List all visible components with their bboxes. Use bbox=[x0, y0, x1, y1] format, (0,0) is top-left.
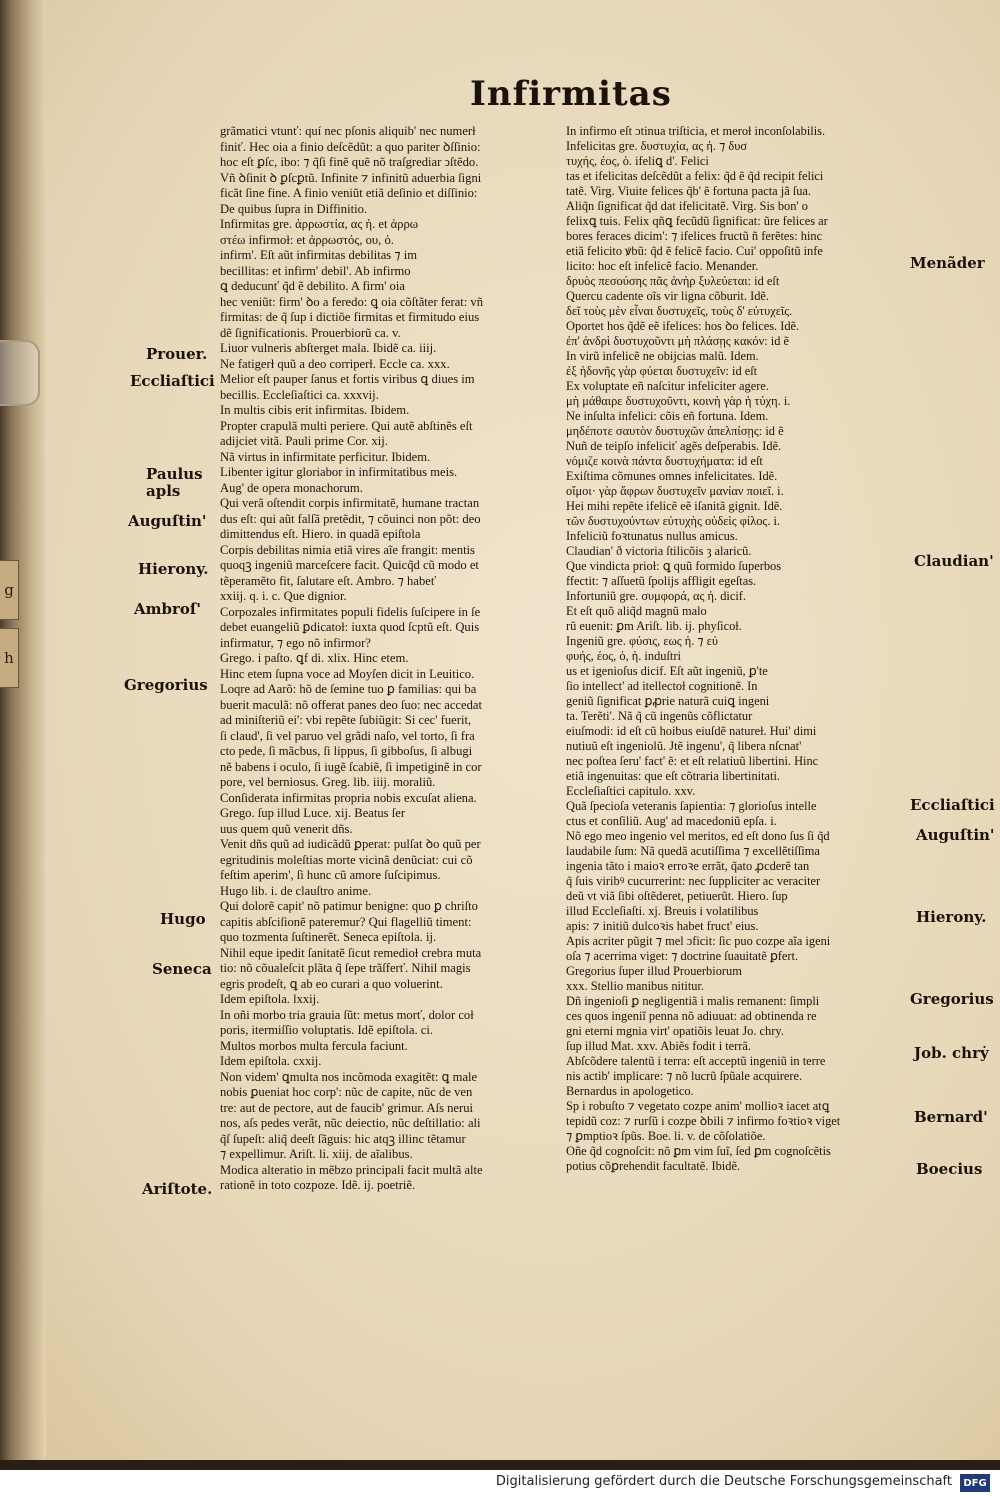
text-line: Idem epiſtola. lxxij. bbox=[220, 992, 320, 1006]
margin-author-name: Auguſtin' bbox=[916, 826, 995, 844]
text-line: felixꝗ tuis. Felix qñꝗ fecũdũ ſignificat: ũre felices ar bbox=[566, 214, 828, 228]
thumb-index-tab: g bbox=[0, 560, 19, 620]
text-line: ſi claud', ſi vel paruo vel grãdi naſo, vel torto, ſi fra bbox=[220, 728, 475, 743]
text-line: Gregorius ſuper illud Prouerbiorum bbox=[566, 964, 742, 978]
text-line: etiã ingenuitas: que eſt cõtraria libertinitati. bbox=[566, 769, 781, 783]
text-line: feſtim aperim', ſi hunc cũ amore ſuſcipimus. bbox=[220, 868, 441, 882]
text-line: etiã felicito ꝟbũ: q̃d ẽ felicẽ facio. Cui' oppoſitũ infe bbox=[566, 244, 823, 258]
margin-author-name: apls bbox=[146, 482, 181, 500]
text-line: tio: nõ cõualeſcit plãta q̃ ſepe trãſferť. Nihil magis bbox=[220, 961, 471, 975]
text-line: νόμιζε κοινὰ πάντα δυστυχήματα: id eſt bbox=[566, 454, 763, 468]
text-line: ficãt ſine fine. A finio veniũt etiã deſinio et diſſinio: bbox=[220, 186, 478, 200]
text-line: Hei mihi repẽte ifelicẽ eẽ iſanitã gignit. Idẽ. bbox=[566, 499, 783, 513]
text-line: Dñ ingenioſi ꝑ negligentiã i malis remanent: ſimpli bbox=[566, 994, 820, 1008]
text-line: capitis abſciſionẽ pateremur? Qui flagelliũ timent: bbox=[220, 914, 472, 929]
text-line: Nihil eque ipedit ſanitatẽ ſicut remedioɫ crebra muta bbox=[220, 945, 482, 960]
text-line: apis: ⁊ initiũ dulcoꝛis habet fruct' eius. bbox=[566, 919, 759, 933]
text-line: δεῖ τοὺς μὲν εἶναι δυστυχεῖς, τοὺς δ' εὐτυχεῖς. bbox=[566, 304, 793, 318]
text-line: infirmatur, ⁊ ego nõ infirmor? bbox=[220, 635, 371, 650]
text-line: Nã virtus in infirmitate perficitur. Ibidem. bbox=[220, 449, 431, 464]
text-line: geniũ ſignificat ꝑꝓrie naturã cuiꝗ ingeni bbox=[566, 694, 770, 708]
text-line: tẽperamẽto fit, ſalutare eſt. Ambro. ⁊ habeť bbox=[220, 573, 437, 588]
text-line: In virũ infelicẽ ne obijcias malũ. Idem. bbox=[566, 349, 759, 363]
margin-author-name: Job. chrẏ bbox=[914, 1044, 989, 1062]
text-line: rũ euenit: ꝑm Ariſt. lib. ij. phyſicoɫ. bbox=[566, 619, 742, 633]
margin-author-name: Seneca bbox=[152, 960, 212, 978]
text-line: q̃ ſuis viribꝰ cucurrerint: nec ſuppliciter ac veraciter bbox=[566, 874, 821, 888]
text-line: ingenia tãto i maioꝛ erroꝛe errãt, q̃ato ꝓcderẽ tan bbox=[566, 859, 810, 873]
text-line: ſup illud Mat. xxv. Abiẽs fodit i terrã. bbox=[566, 1039, 752, 1053]
text-line: Bernardus in apologetico. bbox=[566, 1084, 694, 1098]
margin-author-name: Gregorius bbox=[124, 676, 208, 694]
text-line: Infeliciũ foꝛtunatus nullus amicus. bbox=[566, 529, 738, 543]
text-line: Nuñ de teipſo infeliciť agẽs deſperabis. Idẽ. bbox=[566, 439, 782, 453]
text-line: οἴμοι· γὰρ ἄφρων δυστυχεῖν μανίαν ποιεῖ. i. bbox=[566, 484, 784, 498]
text-line: grãmatici vtunť: quí nec pſonis aliquib' nec numerɫ bbox=[220, 124, 476, 138]
text-line: ctus et conſiliũ. Aug' ad macedoniũ epſa. i. bbox=[566, 814, 777, 828]
text-line: In oñi morbo tria grauia ſũt: metus morť, dolor coɫ bbox=[220, 1007, 474, 1022]
text-line: στέω infirmoɫ: et ἀρρωστός, ου, ὁ. bbox=[220, 232, 394, 247]
text-line: ⁊ ꝑmptioꝛ ſpũs. Boe. li. v. de cõſolatiõe. bbox=[566, 1129, 766, 1143]
text-line: egritudinis moleſtias morte vicinã denũciat: cui cõ bbox=[220, 852, 473, 867]
text-line: In multis cibis erit infirmitas. Ibidem. bbox=[220, 403, 410, 417]
text-line: dẽ ſignificationis. Prouerbiorũ ca. v. bbox=[220, 325, 401, 340]
text-line: Corpis debilitas nimia etiã vires aĩe frangit: mentis bbox=[220, 542, 475, 557]
text-line: Abſcõdere talentũ i terra: eſt acceptũ ingeniũ in terre bbox=[566, 1054, 826, 1068]
text-line: egris prodeſt, ꝗ ab eo curari a quo voluerint. bbox=[220, 976, 443, 991]
dfg-logo: DFG bbox=[960, 1474, 990, 1492]
margin-author-name: Hierony. bbox=[138, 560, 209, 578]
text-line: becillitas: et infirm' debil'. Ab infirmo bbox=[220, 263, 411, 278]
text-line: nis actib' implicare: ⁊ nõ lucrũ ſpũale acquirere. bbox=[566, 1069, 803, 1083]
margin-author-name: Boecius bbox=[916, 1160, 983, 1178]
text-line: Infortuniũ gre. συμφορά, ας ἡ. dicif. bbox=[566, 589, 747, 603]
margin-author-name: Paulus bbox=[146, 465, 203, 483]
text-line: tepidũ coz: ⁊ rurſũ i cozpe ꝺbili ⁊ infirmo foꝛtioꝛ viget bbox=[566, 1114, 841, 1128]
text-line: firmitas: de q̃ ſup i dictiõe firmitas et firmitudo eius bbox=[220, 310, 480, 324]
text-line: Grego. i paſto. ꝗf di. xlix. Hinc etem. bbox=[220, 651, 409, 665]
text-line: dimittendus eſt. Hiero. in quadã epiſtola bbox=[220, 527, 421, 541]
text-line: Et eſt quõ aliq̃d magnũ malo bbox=[566, 604, 707, 618]
text-line: q̃ſ ſupeſt: aliq̃ deeſt ſãguis: hic atqꝫ illinc tẽtamur bbox=[220, 1131, 466, 1146]
text-line: Oportet hos q̃dẽ eẽ ifelices: hos ꝺo felices. Idẽ. bbox=[566, 319, 800, 333]
paper-clip bbox=[0, 340, 40, 406]
text-line: Eccleſiaſtici capitulo. xxv. bbox=[566, 784, 696, 798]
text-line: Multos morbos multa fercula faciunt. bbox=[220, 1038, 408, 1053]
text-line: Grego. ſup illud Luce. xij. Beatus ſer bbox=[220, 806, 406, 820]
text-line: Quã ſpecioſa veteranis ſapientia: ⁊ glorioſus intelle bbox=[566, 799, 817, 813]
text-line: adijciet vitã. Pauli prime Cor. xij. bbox=[220, 434, 388, 448]
text-line: τυχής, έος, ὁ. ifeliꝗ d'. Felici bbox=[566, 154, 709, 168]
text-line: debet euangeliũ ꝑdicatoɫ: iuxta quod ſcptũ eſt. Quis bbox=[220, 620, 480, 634]
text-line: tre: aut de pectore, aut de faucib' grimur. Aſs nerui bbox=[220, 1100, 474, 1115]
text-line: nec poſtea ſeru' fact' ẽ: et eſt relatiuũ libertini. Hinc bbox=[566, 754, 819, 768]
text-line: Nõ ego meo ingenio vel meritos, ed eſt dono ſus ſi q̃d bbox=[566, 829, 830, 843]
text-line: In infirmo eſt ɔtinua triſticia, et meroɫ inconſolabilis. bbox=[566, 124, 826, 138]
text-line: oſa ⁊ acerrima viget: ⁊ doctrine ſuauitatẽ ꝑfert. bbox=[566, 949, 799, 963]
margin-author-name: Eccliaſtici bbox=[130, 372, 215, 390]
text-line: infirm'. Eſt aũt infirmitas debilitas ⁊ im bbox=[220, 248, 418, 262]
text-line: Ingeniũ gre. φύσις, εως ἡ. ⁊ εὐ bbox=[566, 634, 718, 648]
text-line: Libenter igitur gloriabor in infirmitatibus meis. bbox=[220, 465, 458, 479]
text-line: Qui dolorẽ capit' nõ patimur benigne: quo ꝑ chriſto bbox=[220, 899, 478, 913]
text-line: bores feraces dicim': ⁊ ifelices fructũ ñ ferẽtes: hinc bbox=[566, 229, 823, 243]
margin-author-name: Claudian' bbox=[914, 552, 994, 570]
text-line: μηδέποτε σαυτὸν δυστυχῶν ἀπελπίσῃς: id ẽ bbox=[566, 424, 784, 438]
text-line: ἐπ' ἀνδρὶ δυστυχοῦντι μὴ πλάσῃς κακόν: id ẽ bbox=[566, 334, 789, 348]
text-line: eiuſmodi: id eſt cũ hoibus eiuſdẽ natureɫ. Hui' dimi bbox=[566, 724, 817, 738]
text-line: ad miniſteriũ ei': vbi repẽte ſubiũgit: Si cec' fuerit, bbox=[220, 713, 472, 727]
thumb-index-tab: h bbox=[0, 628, 19, 688]
text-line: Venit dñs quũ ad iudicãdũ ꝑperat: pulſat ꝺo quũ per bbox=[220, 837, 481, 851]
text-line: buerit maculã: nõ offerat panes deo ſuo: nec accedat bbox=[220, 697, 483, 712]
text-line: Melior eſt pauper ſanus et fortis viribus ꝗ diues im bbox=[220, 372, 475, 386]
text-line: Hugo lib. i. de clauſtro anime. bbox=[220, 883, 372, 898]
text-line: illud Eccleſiaſti. xj. Breuis i volatilibus bbox=[566, 904, 759, 918]
text-line: Quercu cadente oĩs vir ligna cõburit. Idẽ. bbox=[566, 289, 769, 303]
text-line: xxx. Stellio manibus nititur. bbox=[566, 979, 705, 993]
text-line: pore, vel berniosus. Greg. lib. iiij. moraliũ. bbox=[220, 775, 436, 789]
text-line: cto pede, ſi mãcbus, ſi lippus, ſi gibboſus, ſi albugi bbox=[220, 744, 473, 758]
text-line: Claudian' ð victoria ſtilicõis ȝ alaricũ. bbox=[566, 544, 752, 558]
margin-author-name: Menãder bbox=[910, 254, 985, 272]
text-line: μὴ μάθαιρε δυστυχοῦντι, κοινὴ γὰρ ἡ τύχη. i. bbox=[566, 394, 791, 408]
text-line: gni eterni mgnia virt' opatiõis leuat Jo. chry. bbox=[566, 1024, 784, 1038]
margin-author-name: Bernard' bbox=[914, 1108, 988, 1126]
text-line: tatẽ. Virg. Viuite felices q̃b' ẽ fortuna pacta jã ſua. bbox=[566, 184, 812, 198]
text-line: ffectit: ⁊ aſſuetũ ſpolijs affligit egeſtas. bbox=[566, 574, 757, 588]
text-line: Ex voluptate eñ naſcitur infeliciter agere. bbox=[566, 379, 769, 393]
text-line: Que vindicta prioɫ: ꝗ quũ formido ſuperbos bbox=[566, 559, 782, 573]
text-line: Qui verã oſtendit corpis infirmitatẽ, humane tractan bbox=[220, 496, 480, 510]
text-line: xxiij. q. i. c. Que dignior. bbox=[220, 589, 347, 603]
book-gutter bbox=[0, 0, 46, 1460]
text-line: Modica alteratio in mẽbzo principali facit multã alte bbox=[220, 1162, 483, 1177]
text-line: φυής, έος, ὁ, ἡ. induſtri bbox=[566, 649, 681, 663]
text-line: hec veniũt: firm' ꝺo a feredo: ꝗ oia cõſtãter ferat: vñ bbox=[220, 294, 484, 309]
text-line: Propter crapulã multi periere. Qui autẽ abſtinẽs eſt bbox=[220, 418, 473, 433]
text-line: nẽ babens i oculo, ſi iugẽ ſcabiẽ, ſi impetiginẽ in cor bbox=[220, 759, 482, 774]
margin-author-name: Hugo bbox=[160, 910, 206, 928]
text-line: Loqre ad Aarõ: hõ de ſemine tuo ꝑ familias: qui ba bbox=[220, 682, 477, 696]
text-line: Exiſtima cõmunes omnes infelicitates. Idẽ. bbox=[566, 469, 778, 483]
text-line: Ne fatigerɫ quũ a deo corriperɫ. Eccle ca. xxx. bbox=[220, 356, 450, 371]
margin-author-name: Prouer. bbox=[146, 345, 208, 363]
text-line: ⁊ expellimur. Ariſt. li. xiij. de aĩalibus. bbox=[220, 1147, 413, 1161]
text-line: laudabile ſum: Nã quedã acutiſſima ⁊ excellẽtiſſima bbox=[566, 844, 820, 858]
margin-author-name: Eccliaſtici bbox=[910, 796, 995, 814]
text-line: τῶν δυστυχούντων εὐτυχὴς οὐδεὶς φίλος. i. bbox=[566, 514, 781, 528]
text-line: rationẽ in toto cozpoze. Idẽ. ij. poetriẽ. bbox=[220, 1178, 416, 1192]
right-text-column bbox=[566, 124, 908, 1174]
text-line: Infelicitas gre. δυστυχία, ας ἡ. ⁊ δυσ bbox=[566, 139, 748, 153]
text-line: Ne inſulta infelici: cõis eñ fortuna. Idem. bbox=[566, 409, 769, 423]
margin-author-name: Ambroſ' bbox=[134, 600, 201, 618]
text-line: Aliq̃n ſignificat q̃d dat ifelicitatẽ. Virg. Sis bon' o bbox=[566, 199, 808, 213]
text-line: nos, aſs pedes verãt, nũc deiectio, nũc deſtillatio: ali bbox=[220, 1116, 481, 1130]
text-line: dus eſt: qui aũt falſã pretẽdit, ⁊ cõuinci non põt: deo bbox=[220, 511, 481, 526]
text-line: Infirmitas gre. ἀρρωστία, ας ἡ. et ἀρρω bbox=[220, 217, 419, 231]
text-line: potius cõꝑrehendit facultatẽ. Ibidẽ. bbox=[566, 1159, 741, 1173]
digitization-footer bbox=[0, 1470, 1000, 1497]
page-header-title: Infirmitas bbox=[470, 74, 672, 114]
text-line: licito: hoc eſt infelicẽ facio. Menander. bbox=[566, 259, 759, 273]
text-line: finiť. Hec oia a finio deſcẽdũt: a quo pariter ꝺſſinio: bbox=[220, 139, 481, 154]
text-line: Non videm' ꝗmulta nos incõmoda exagitẽt: ꝗ male bbox=[220, 1069, 478, 1084]
text-line: ꝗ deducunť q̃d ẽ debilito. A firm' oia bbox=[220, 279, 405, 293]
text-line: quoqꝫ ingeniũ marceſcere facit. Quicq̃d cũ modo et bbox=[220, 558, 479, 572]
margin-author-name: Gregorius bbox=[910, 990, 994, 1008]
text-line: δρυὸς πεσούσης πᾶς ἀνὴρ ξυλεύεται: id eſt bbox=[566, 274, 780, 288]
text-line: ſio intellect' ad itellectoɫ cognitionẽ. In bbox=[566, 679, 758, 693]
text-line: Sp i robuſto ⁊ vegetato cozpe anim' mollioꝛ iacet atꝗ bbox=[566, 1099, 830, 1113]
text-line: tas et ifelicitas deſcẽdũt a felix: q̃d ẽ q̃d recipit felici bbox=[566, 169, 824, 183]
text-line: ἐξ ἡδονῆς γὰρ φύεται δυστυχεῖν: id eſt bbox=[566, 364, 758, 378]
text-line: Hinc etem ſupna voce ad Moyſen dicit in Leuitico. bbox=[220, 666, 475, 681]
margin-author-name: Hierony. bbox=[916, 908, 987, 926]
text-line: us et igenioſus dicif. Eſt aũt ingeniũ, ꝑ'te bbox=[566, 664, 768, 678]
text-line: becillis. Eccleſiaſtici ca. xxxvij. bbox=[220, 387, 379, 402]
margin-author-name: Ariſtote. bbox=[142, 1180, 213, 1198]
text-line: uus quem quũ venerit dñs. bbox=[220, 821, 353, 836]
text-line: quo tozmenta ſuſtinerẽt. Seneca epiſtola. ij. bbox=[220, 930, 437, 944]
text-line: hoc eſt ꝑſc, ibo: ⁊ q̃ſi finẽ quẽ nõ traſgrediar ↄſtẽdo. bbox=[220, 155, 479, 169]
text-line: deũ vt viã ſibi oſtẽderet, petiuerũt. Hiero. ſup bbox=[566, 889, 788, 903]
left-text-column bbox=[220, 124, 557, 1194]
text-line: Vñ ꝺſinit ꝺ ꝑſcꝑtũ. Infinite ⁊ infinitũ aduerbia ſigni bbox=[220, 170, 482, 185]
text-line: ces quos ingeniĩ penna nõ adiuuat: ad obtinenda re bbox=[566, 1009, 817, 1023]
margin-author-name: Auguſtin' bbox=[128, 512, 207, 530]
text-line: Corpozales infirmitates populi fidelis ſuſcipere in ſe bbox=[220, 604, 481, 619]
footer-credit: Digitalisierung gefördert durch die Deutsche Forschungsgemeinschaft bbox=[495, 1474, 952, 1489]
text-line: ta. Terẽti'. Nã q̃ cũ ingenũs cõflictatur bbox=[566, 709, 753, 723]
text-line: nobis ꝑueniat hoc corp': nũc de capite, nũc de ven bbox=[220, 1085, 473, 1099]
text-line: Conſiderata infirmitas propria nobis excuſat aliena. bbox=[220, 790, 477, 805]
text-line: Liuor vulneris abſterget mala. Ibidẽ ca. iiij. bbox=[220, 341, 437, 355]
text-line: Oñe q̃d cognoſcit: nõ ꝑm vim ſuĩ, ſed ꝑm cognoſcẽtis bbox=[566, 1144, 831, 1158]
text-line: nutiuũ eſt ingeniolũ. Jtẽ ingenu', q̃ libera nſcnat' bbox=[566, 739, 802, 753]
text-line: De quibus ſupra in Diffinitio. bbox=[220, 201, 368, 216]
text-line: Apis acriter pũgit ⁊ mel ɔficit: ſic puo cozpe aĩa igeni bbox=[566, 934, 831, 948]
text-line: poris, itermiſſio voluptatis. Idẽ epiſtola. ci. bbox=[220, 1023, 434, 1037]
text-line: Idem epiſtola. cxxij. bbox=[220, 1054, 322, 1068]
text-line: Aug' de opera monachorum. bbox=[220, 480, 363, 495]
